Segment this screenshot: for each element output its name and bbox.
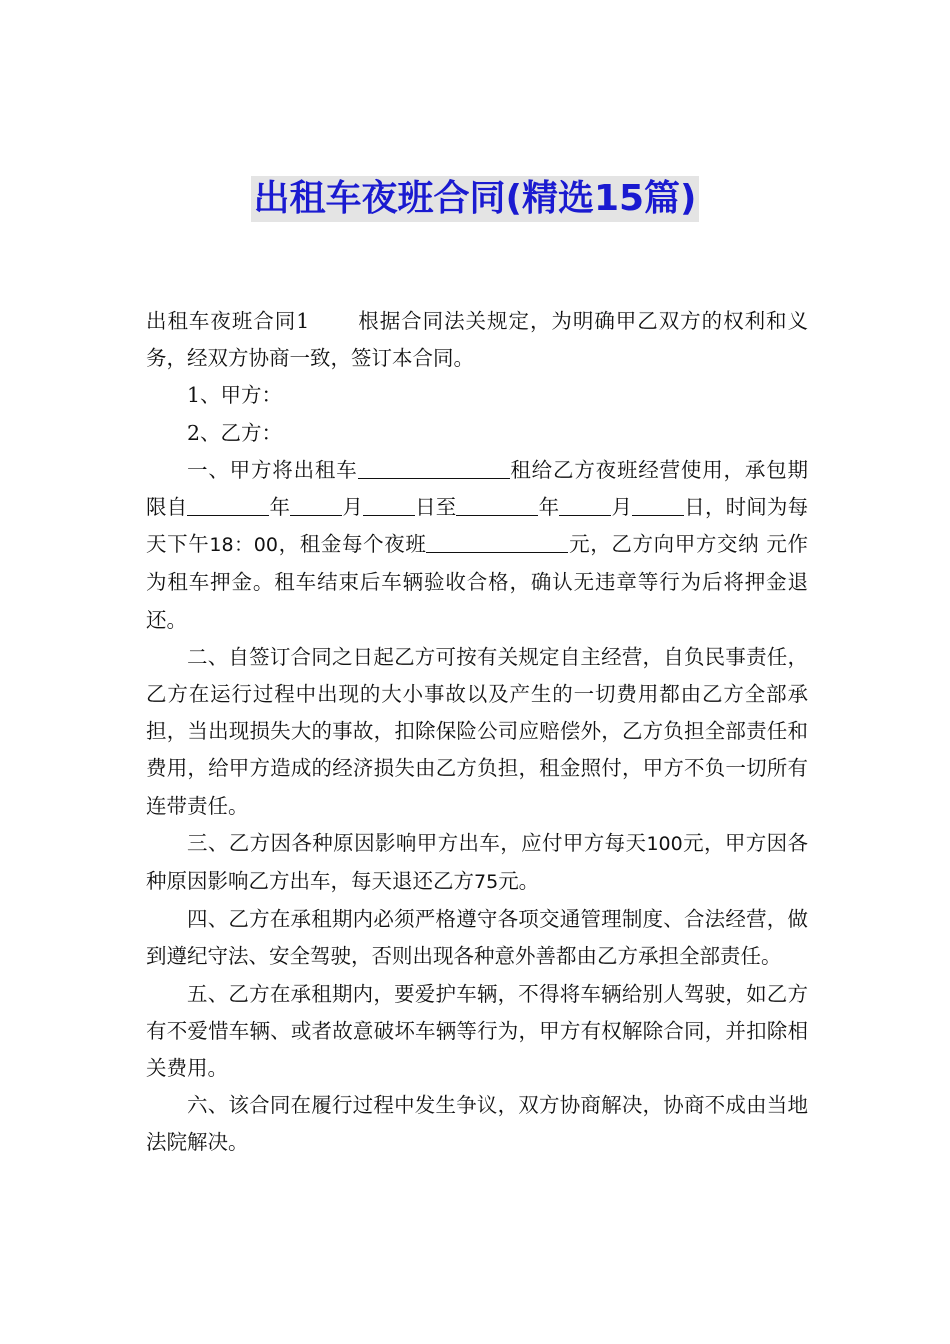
end-year-blank <box>456 493 538 516</box>
daily-fee-amount: 100 <box>646 832 683 855</box>
time-prefix: 时间为每天下午 <box>146 495 809 557</box>
clause-4: 四、乙方在承租期内必须严格遵守各项交通管理制度、合法经营，做到遵纪守法、安全驾驶，否则出现各种意外善都由乙方承担全部责任。 <box>146 907 808 969</box>
rent-blank <box>426 530 568 553</box>
rent-suffix: 元，乙方向甲方交纳 元作为租车押金。租车结束后车辆验收合格，确认无违章等行为后将押金退还。 <box>146 532 808 632</box>
clause-6: 六、该合同在履行过程中发生争议，双方协商解决，协商不成由当地法院解决。 <box>146 1093 808 1155</box>
party-a-line: 1、甲方： <box>187 383 283 408</box>
start-year-unit: 年 <box>269 495 291 520</box>
clause-1 <box>146 452 808 639</box>
end-day-unit: 日， <box>684 495 726 520</box>
clause-3 <box>146 825 808 901</box>
refund-amount: 75 <box>474 871 499 894</box>
intro-paragraph <box>146 303 808 377</box>
end-day-blank <box>632 493 684 516</box>
vehicle-blank <box>358 456 510 479</box>
party-b-line: 2、乙方： <box>187 420 283 445</box>
start-day-unit: 日至 <box>414 495 457 520</box>
clause-2: 二、自签订合同之日起乙方可按有关规定自主经营，自负民事责任，乙方在运行过程中出现的大小事故以及产生的一切费用都由乙方全部承担，当出现损失大的事故，扣除保险公司应赔偿外，乙方负担全部责任和费用，给甲方造成的经济损失由乙方负担，租金照付，甲方不负一切所有连带责任。 <box>146 644 808 818</box>
start-day-blank <box>363 493 415 516</box>
end-month-unit: 月 <box>611 495 633 520</box>
clause-3-part-1: 三、乙方因各种原因影响甲方出车，应付甲方每天 <box>187 830 647 855</box>
start-month-blank <box>290 493 342 516</box>
intro-text: 根据合同法关规定，为明确甲乙双方的权利和义务，经双方协商一致，签订本合同。 <box>146 309 808 371</box>
clause-5: 五、乙方在承租期内，要爱护车辆，不得将车辆给别人驾驶，如乙方有不爱惜车辆、或者故意破坏车辆等行为，甲方有权解除合同，并扣除相关费用。 <box>146 981 808 1081</box>
start-month-unit: 月 <box>342 495 363 520</box>
clause-1-part-2: 租给乙方夜班经营使用，承包期限自 <box>146 457 809 520</box>
end-month-blank <box>559 493 611 516</box>
start-year-blank <box>187 493 269 516</box>
end-year-unit: 年 <box>538 495 560 520</box>
document-body <box>146 303 808 1162</box>
clause-3-part-2: 元，甲方因各种原因影响乙方出车，每天退还乙方 <box>146 830 809 894</box>
shift-time: 18：00 <box>209 534 278 557</box>
title-container <box>0 176 950 222</box>
clause-1-part-1: 一、甲方将出租车 <box>187 457 358 482</box>
rent-prefix: ，租金每个夜班 <box>277 532 427 557</box>
contract-label: 出租车夜班合同1 <box>146 309 310 333</box>
document-title: 出租车夜班合同(精选15篇) <box>251 176 698 222</box>
clause-3-part-3: 元。 <box>498 869 540 894</box>
